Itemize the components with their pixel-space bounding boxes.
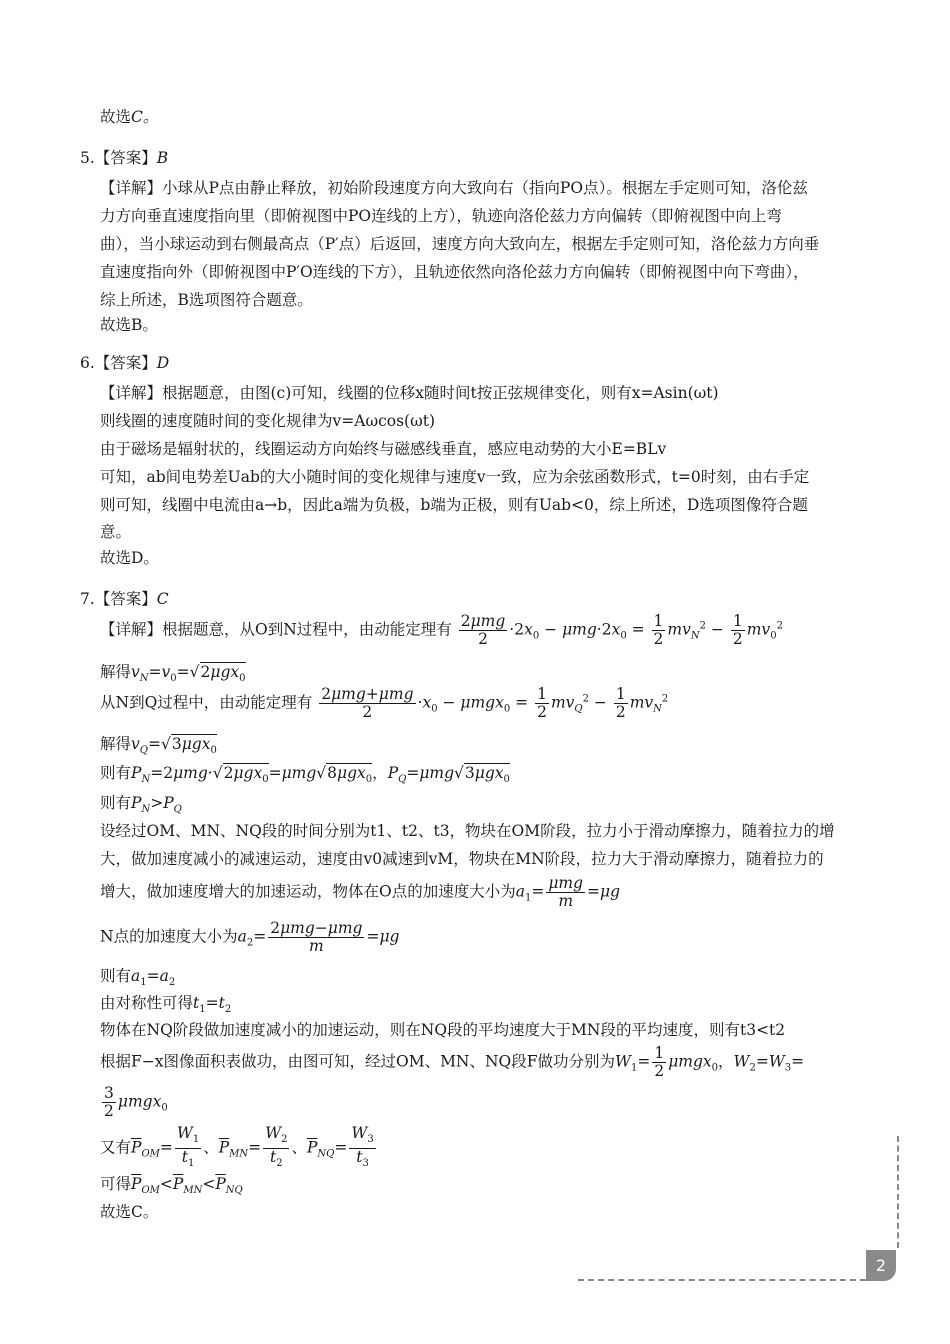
text-line: 设经过OM、MN、NQ段的时间分别为t1、t2、t3，物块在OM阶段，拉力小于滑动摩擦力，随着拉力的增 bbox=[100, 822, 835, 840]
text-line: 【详解】小球从P点由静止释放，初始阶段速度方向大致向右（指向PO点）。根据左手定则可知，洛伦兹 bbox=[100, 179, 808, 197]
equation-line: 则有$a_1=a_2$ bbox=[100, 967, 176, 989]
text-line: 综上所述，B选项图符合题意。 bbox=[100, 291, 313, 309]
page-number: 2 bbox=[866, 1250, 896, 1281]
text-line: 由于磁场是辐射状的，线圈运动方向始终与磁感线垂直，感应电动势的大小E=BLv bbox=[100, 440, 667, 458]
text-line: 可知，ab间电势差Uab的大小随时间的变化规律与速度v一致，应为余弦函数形式，t=0时刻，由右手定 bbox=[100, 468, 810, 486]
equation-line: 增大，做加速度增大的加速运动，物体在O点的加速度大小为$a_1=$ $\frac{\text{μmg}}{m}$ =μg bbox=[100, 874, 621, 910]
text-line: 意。 bbox=[100, 523, 132, 541]
page-bottom-divider bbox=[578, 1279, 866, 1281]
text-line: 故选C。 bbox=[100, 1203, 159, 1221]
equation-line: 根据F−x图像面积表做功，由图可知，经过OM、MN、NQ段F做功分别为$W_1=$ $\frac{1}{2}$ μmgx$_0$，$W_2=W_3=$ bbox=[100, 1044, 805, 1080]
equation-line: N点的加速度大小为$a_2=$ $\frac{\text{2μmg−μmg}}{m}$ =μg bbox=[100, 919, 400, 955]
text-line: 力方向垂直速度指向里（即俯视图中PO连线的上方），轨迹向洛伦兹力方向偏转（即俯视图中向上弯 bbox=[100, 207, 782, 225]
equation-line: 解得$v_Q=√3\mu gx_0$ bbox=[100, 735, 217, 757]
text-line: 故选C。 bbox=[100, 108, 159, 126]
equation-line: 【详解】根据题意，从O到N过程中，由动能定理有 $\frac{\text{2μmg}}{2}$ $\cdot 2x_0 - \mu mg\cdot 2x_0$ = $\frac{1}{2}$ $mv_N^2$ − $\frac{1}{2}$ $mv_0^2$ bbox=[100, 612, 783, 648]
equation-line: $\frac{3}{2}$ μmgx$_0$ bbox=[104, 1084, 168, 1120]
text-line: 则可知，线圈中电流由a→b，因此a端为负极，b端为正极，则有Uab<0，综上所述，D选项图像符合题 bbox=[100, 496, 808, 514]
text-line: 大，做加速度减小的减速运动，速度由v0减速到vM，物块在MN阶段，拉力大于滑动摩擦力，随着拉力的 bbox=[100, 850, 824, 868]
text-line: 直速度指向外（即俯视图中P′O连线的下方），且轨迹依然向洛伦兹力方向偏转（即俯视图中向下弯曲）， bbox=[100, 263, 809, 281]
question-5-answer: 5.【答案】B bbox=[80, 149, 169, 167]
question-7-answer: 7.【答案】C bbox=[80, 590, 169, 608]
equation-line: 可得$\overline{P}_{OM}<\overline{P}_{MN}<\overline{P}_{NQ}$ bbox=[100, 1175, 243, 1197]
text-line: 物体在NQ阶段做加速度减小的加速运动，则在NQ段的平均速度大于MN段的平均速度，则有t3<t2 bbox=[100, 1021, 786, 1039]
text-line: 故选B。 bbox=[100, 316, 158, 334]
equation-line: 则有$P_N>P_Q$ bbox=[100, 794, 182, 816]
text-line: 曲），当小球运动到右侧最高点（P′点）后返回，速度方向大致向左，根据左手定则可知，洛伦兹力方向垂 bbox=[100, 235, 820, 253]
equation-line: 由对称性可得$t_1=t_2$ bbox=[100, 994, 232, 1016]
equation-line: 解得$v_N=v_0=√2\mu gx_0$ bbox=[100, 663, 246, 685]
equation-line: 则有$P_N=2\mu mg\cdot√2\mu gx_0=\mu mg√8\mu gx_0$，$P_Q=\mu mg√3\mu gx_0$ bbox=[100, 764, 510, 786]
page-corner-divider bbox=[897, 1136, 899, 1248]
text-line: 故选D。 bbox=[100, 549, 159, 567]
equation-line: 又有$\overline{P}_{OM}=$ $\frac{W_1}{t_1}$ 、$\overline{P}_{MN}=$ $\frac{W_2}{t_2}$ 、$\overline{P}_{NQ}=$ $\frac{W_3}{t_3}$ bbox=[100, 1124, 374, 1170]
question-6-answer: 6.【答案】D bbox=[80, 354, 170, 372]
text-line: 【详解】根据题意，由图(c)可知，线圈的位移x随时间t按正弦规律变化，则有x=Asin(ωt) bbox=[100, 384, 719, 402]
text-line: 则线圈的速度随时间的变化规律为v=Aωcos(ωt) bbox=[100, 412, 436, 430]
equation-line: 从N到Q过程中，由动能定理有 $\frac{\text{2μmg+μmg}}{2}$ $\cdot x_0 - \mu mgx_0$ = $\frac{1}{2}$ $mv_Q^2$ − $\frac{1}{2}$ $mv_N^2$ bbox=[100, 685, 669, 721]
